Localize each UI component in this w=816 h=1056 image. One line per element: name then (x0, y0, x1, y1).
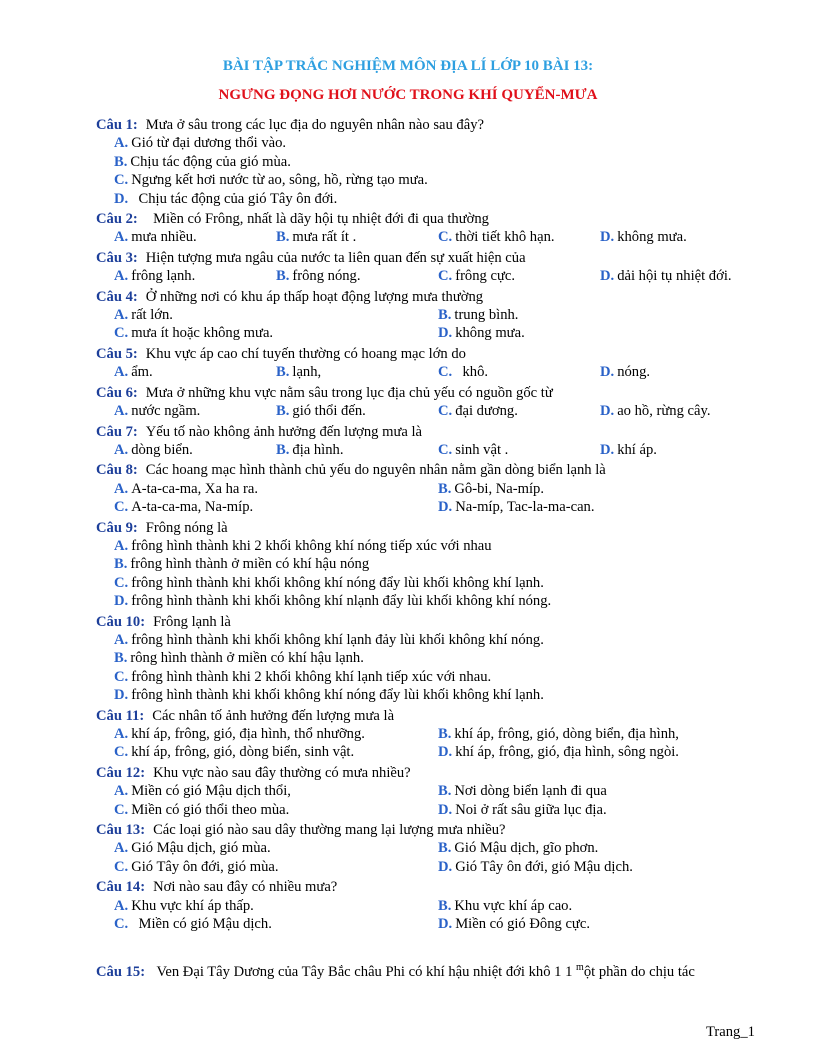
option-letter: D. (438, 801, 453, 818)
answer-options (96, 631, 776, 705)
option-letter: A. (114, 229, 129, 246)
answer-option (114, 631, 760, 649)
answer-option (438, 782, 760, 800)
answer-option (114, 498, 438, 516)
option-letter: B. (114, 556, 128, 573)
option-text: frông hình thành ở miền có khí hậu nóng (130, 556, 370, 573)
answer-option (114, 537, 760, 555)
option-text: frông hình thành khi khối không khí lạnh đảy lùi khối không khí nóng. (131, 631, 544, 648)
answer-options (96, 897, 776, 934)
superscript-text: m (576, 962, 584, 974)
option-letter: A. (114, 840, 129, 857)
answer-option (114, 171, 760, 189)
question-number: Câu 15: (96, 964, 146, 980)
option-text: thời tiết khô hạn. (455, 229, 555, 246)
option-letter: C. (114, 916, 129, 933)
answer-option (438, 441, 600, 459)
page-number: Trang_1 (706, 1024, 755, 1040)
answer-options (96, 228, 776, 246)
option-text: frông hình thành khi khối không khí nóng đẩy lùi khối không khí lạnh. (131, 687, 544, 704)
option-letter: A. (114, 537, 129, 554)
option-text: đại dương. (455, 403, 518, 420)
option-letter: D. (600, 229, 615, 246)
answer-option (438, 725, 760, 743)
option-text: frông cực. (455, 268, 515, 285)
option-letter: C. (438, 441, 453, 458)
option-text: frông hình thành khi khối không khí nóng đẩy lùi khối không khí lạnh. (131, 574, 544, 591)
answer-option (114, 441, 276, 459)
question-text: Hiện tượng mưa ngâu của nước ta liên quan đến sự xuất hiện của (145, 249, 526, 266)
question-stem (96, 878, 776, 896)
option-text: khô. (455, 364, 489, 381)
answer-options (96, 480, 776, 517)
answer-option (114, 324, 438, 342)
option-text: Ngưng kết hơi nước từ ao, sông, hồ, rừng tạo mưa. (131, 172, 428, 189)
option-letter: C. (114, 801, 129, 818)
option-letter: D. (600, 268, 615, 285)
option-letter: D. (438, 916, 453, 933)
option-letter: A. (114, 480, 129, 497)
option-text: không mưa. (617, 229, 687, 246)
question-text: Yếu tố nào không ảnh hưởng đến lượng mưa là (145, 423, 423, 440)
option-text: frông hình thành khi 2 khối không khí lạnh tiếp xúc với nhau. (131, 668, 492, 685)
option-text: Miền có gió Mậu dịch. (131, 916, 272, 933)
answer-option (114, 649, 760, 667)
option-text: khí áp, frông, gió, dòng biển, sinh vật. (131, 744, 355, 761)
option-text: địa hình. (292, 441, 344, 458)
question-text: Các nhân tố ảnh hưởng đến lượng mưa là (152, 707, 395, 724)
answer-option (600, 363, 760, 381)
document-title-line1: BÀI TẬP TRẮC NGHIỆM MÔN ĐỊA LÍ LỚP 10 BÀI 13: (222, 58, 594, 74)
answer-option (114, 134, 760, 152)
option-text: frông lạnh. (131, 268, 196, 285)
option-letter: D. (600, 403, 615, 420)
answer-option (114, 190, 760, 208)
option-text: khí áp, frông, gió, địa hình, thổ nhưỡng. (131, 726, 365, 742)
question-3 (96, 249, 776, 286)
question-9 (96, 519, 776, 611)
question-text: Frông lạnh là (153, 613, 231, 630)
option-text: trung bình. (454, 307, 519, 324)
question-10 (96, 613, 776, 705)
answer-options (96, 537, 776, 611)
option-text: Chịu tác động của gió Tây ôn đới. (131, 190, 338, 207)
option-text: A-ta-ca-ma, Na-míp. (131, 499, 254, 516)
option-text: khí áp. (617, 441, 657, 458)
option-text: Gió từ đại dương thổi vào. (131, 135, 287, 152)
question-text: Các loại gió nào sau dây thường mang lại lượng mưa nhiều? (153, 822, 506, 839)
answer-option (600, 228, 760, 246)
answer-option (438, 402, 600, 420)
option-letter: B. (276, 441, 290, 458)
option-letter: A. (114, 897, 129, 914)
option-text: ao hồ, rừng cây. (617, 403, 711, 420)
question-number: Câu 12: (96, 764, 146, 781)
option-text: rất lớn. (131, 307, 173, 324)
question-stem (96, 613, 776, 631)
question-stem (96, 384, 776, 402)
option-letter: B. (276, 229, 290, 246)
question-stem (96, 345, 776, 363)
answer-option (438, 363, 600, 381)
option-text: Noi ở rất sâu giữa lục địa. (455, 801, 607, 818)
question-2 (96, 210, 776, 247)
answer-option (114, 592, 760, 610)
answer-option (114, 858, 438, 876)
option-letter: B. (114, 650, 128, 667)
option-text: Gió Mậu dịch, gió mùa. (131, 840, 271, 857)
option-letter: D. (438, 499, 453, 516)
question-text: Mưa ở sâu trong các lục địa do nguyên nhân nào sau đây? (145, 117, 484, 133)
question-6 (96, 384, 776, 421)
question-4 (96, 288, 776, 343)
question-number: Câu 3: (96, 249, 138, 266)
question-stem (96, 519, 776, 537)
answer-option (114, 480, 438, 498)
answer-options (96, 306, 776, 343)
option-letter: A. (114, 307, 129, 324)
question-14 (96, 878, 776, 933)
option-text: Gió Mậu dịch, gĩo phơn. (454, 840, 599, 857)
answer-option (114, 782, 438, 800)
option-text: Na-míp, Tac-la-ma-can. (455, 499, 595, 516)
option-text: Gô-bi, Na-míp. (454, 480, 544, 497)
answer-option (438, 897, 760, 915)
answer-option (438, 267, 600, 285)
question-5 (96, 345, 776, 382)
question-stem (96, 423, 776, 441)
answer-option (438, 480, 760, 498)
answer-option (438, 858, 760, 876)
answer-options (96, 134, 776, 208)
option-letter: C. (438, 229, 453, 246)
option-letter: C. (438, 364, 453, 381)
document-title-line2: NGƯNG ĐỌNG HƠI NƯỚC TRONG KHÍ QUYỂN-MƯA (218, 87, 598, 103)
answer-option (438, 498, 760, 516)
question-7 (96, 423, 776, 460)
question-list (96, 116, 776, 935)
question-number: Câu 2: (96, 211, 138, 228)
answer-option (114, 801, 438, 819)
answer-option (438, 306, 760, 324)
option-text: Chịu tác động của gió mùa. (130, 153, 291, 170)
option-letter: D. (600, 441, 615, 458)
option-letter: A. (114, 783, 129, 800)
option-letter: B. (438, 840, 452, 857)
option-letter: D. (438, 858, 453, 875)
answer-option (114, 686, 760, 704)
option-letter: C. (114, 668, 129, 685)
option-text: sinh vật . (455, 441, 509, 458)
option-text: Khu vực khí áp cao. (454, 897, 573, 914)
question-stem (96, 288, 776, 306)
answer-option (438, 915, 760, 933)
answer-option (114, 725, 438, 743)
option-letter: A. (114, 631, 129, 648)
answer-option (114, 668, 760, 686)
answer-option (276, 441, 438, 459)
question-text: Khu vực nào sau đây thường có mưa nhiều? (153, 764, 411, 781)
option-text: nóng. (617, 364, 651, 381)
question-number: Câu 14: (96, 879, 146, 896)
answer-option (438, 801, 760, 819)
option-letter: C. (438, 403, 453, 420)
option-text: Miền có gió Đông cực. (455, 916, 590, 933)
option-letter: B. (276, 403, 290, 420)
option-text: khí áp, frông, gió, dòng biển, địa hình, (454, 726, 679, 742)
answer-options (96, 402, 776, 420)
answer-option (438, 324, 760, 342)
option-letter: B. (438, 307, 452, 324)
option-letter: C. (438, 268, 453, 285)
question-text-part1: Ven Đại Tây Dương của Tây Bắc châu Phi có khí hậu nhiệt đới khô 1 1 (156, 964, 577, 980)
answer-option (276, 363, 438, 381)
answer-option (114, 743, 438, 761)
question-stem (96, 249, 776, 267)
option-letter: B. (438, 480, 452, 497)
option-text: không mưa. (455, 325, 525, 342)
answer-option (600, 441, 760, 459)
option-text: khí áp, frông, gió, địa hình, sông ngòi. (455, 744, 679, 761)
question-stem (96, 764, 776, 782)
option-text: gió thổi đến. (292, 403, 366, 420)
option-letter: A. (114, 268, 129, 285)
answer-options (96, 363, 776, 381)
question-11 (96, 707, 776, 762)
option-letter: C. (114, 858, 129, 875)
question-13 (96, 821, 776, 876)
option-letter: C. (114, 172, 129, 189)
question-text: Khu vực áp cao chí tuyến thường có hoang mạc lớn do (145, 345, 466, 362)
answer-option (114, 555, 760, 573)
answer-options (96, 725, 776, 762)
answer-option (114, 839, 438, 857)
question-text: Ở những nơi có khu áp thấp hoạt động lượng mưa thường (145, 288, 484, 305)
answer-option (438, 228, 600, 246)
question-stem (96, 210, 776, 228)
option-text: Miền có gió thổi theo mùa. (131, 801, 290, 818)
option-letter: A. (114, 364, 129, 381)
option-letter: A. (114, 726, 129, 742)
question-stem (96, 116, 776, 134)
option-letter: C. (114, 325, 129, 342)
option-text: Gió Tây ôn đới, gió Mậu dịch. (455, 858, 633, 875)
option-text: ẩm. (131, 364, 153, 381)
option-text: mưa ít hoặc không mưa. (131, 325, 274, 342)
option-text: nước ngầm. (131, 403, 201, 420)
answer-option (276, 267, 438, 285)
option-text: frông hình thành khi khối không khí nlạnh đẩy lùi khối không khí nóng. (131, 593, 552, 610)
question-text: Các hoang mạc hình thành chủ yếu do nguyên nhân nằm gần dòng biển lạnh là (145, 462, 606, 479)
option-letter: B. (276, 364, 290, 381)
option-text: Gió Tây ôn đới, gió mùa. (131, 858, 279, 875)
question-number: Câu 4: (96, 288, 138, 305)
option-letter: C. (114, 499, 129, 516)
answer-option (114, 306, 438, 324)
option-letter: A. (114, 403, 129, 420)
option-text: frông nóng. (292, 268, 361, 285)
option-text: dải hội tụ nhiệt đới. (617, 268, 732, 285)
option-text: rông hình thành ở miền có khí hậu lạnh. (130, 650, 364, 667)
option-letter: D. (600, 364, 615, 381)
option-letter: D. (438, 744, 453, 761)
answer-option (114, 915, 438, 933)
question-number: Câu 7: (96, 423, 138, 440)
question-number: Câu 8: (96, 462, 138, 479)
answer-option (600, 402, 760, 420)
option-letter: D. (114, 593, 129, 610)
answer-option (114, 574, 760, 592)
question-text-part2: ột phần do chịu tác (583, 964, 695, 980)
option-letter: C. (114, 744, 129, 761)
option-text: frông hình thành khi 2 khối không khí nóng tiếp xúc với nhau (131, 537, 492, 554)
option-letter: D. (114, 687, 129, 704)
option-text: lạnh, (292, 364, 322, 381)
answer-option (114, 153, 760, 171)
question-number: Câu 5: (96, 345, 138, 362)
option-letter: B. (438, 783, 452, 800)
question-number: Câu 9: (96, 519, 138, 536)
option-text: Miền có gió Mậu dịch thổi, (131, 783, 291, 800)
question-number: Câu 6: (96, 384, 138, 401)
question-stem (96, 821, 776, 839)
option-letter: B. (114, 153, 128, 170)
question-stem (96, 461, 776, 479)
answer-option (114, 363, 276, 381)
option-letter: B. (438, 726, 452, 742)
question-text: Miền có Frông, nhất là dãy hội tụ nhiệt đới đi qua thường (145, 211, 489, 228)
question-number: Câu 10: (96, 613, 146, 630)
question-number: Câu 11: (96, 707, 145, 724)
question-text: Mưa ở những khu vực nằm sâu trong lục địa chủ yếu có nguồn gốc từ (145, 384, 553, 401)
answer-options (96, 267, 776, 285)
option-letter: B. (438, 897, 452, 914)
answer-option (276, 402, 438, 420)
answer-option (114, 267, 276, 285)
question-12 (96, 764, 776, 819)
option-text: dòng biển. (131, 441, 193, 458)
question-text: Nơi nào sau đây có nhiều mưa? (153, 879, 338, 896)
option-letter: B. (276, 268, 290, 285)
option-letter: D. (438, 325, 453, 342)
question-text: Frông nóng là (145, 519, 228, 536)
option-letter: A. (114, 441, 129, 458)
answer-options (96, 441, 776, 459)
question-15 (96, 963, 695, 981)
question-8 (96, 461, 776, 516)
answer-option (600, 267, 760, 285)
option-text: mưa nhiều. (131, 229, 197, 246)
option-letter: A. (114, 135, 129, 152)
answer-options (96, 782, 776, 819)
option-text: Khu vực khí áp thấp. (131, 897, 254, 914)
answer-options (96, 839, 776, 876)
question-number: Câu 13: (96, 822, 146, 839)
option-letter: C. (114, 574, 129, 591)
option-text: Nơi dòng biển lạnh đi qua (454, 783, 607, 800)
option-text: A-ta-ca-ma, Xa ha ra. (131, 480, 259, 497)
answer-option (438, 839, 760, 857)
answer-option (276, 228, 438, 246)
question-number: Câu 1: (96, 117, 138, 133)
option-letter: D. (114, 190, 129, 207)
question-stem (96, 707, 776, 725)
answer-option (114, 228, 276, 246)
answer-option (114, 897, 438, 915)
answer-option (114, 402, 276, 420)
option-text: mưa rất ít . (292, 229, 357, 246)
answer-option (438, 743, 760, 761)
question-1 (96, 116, 776, 208)
